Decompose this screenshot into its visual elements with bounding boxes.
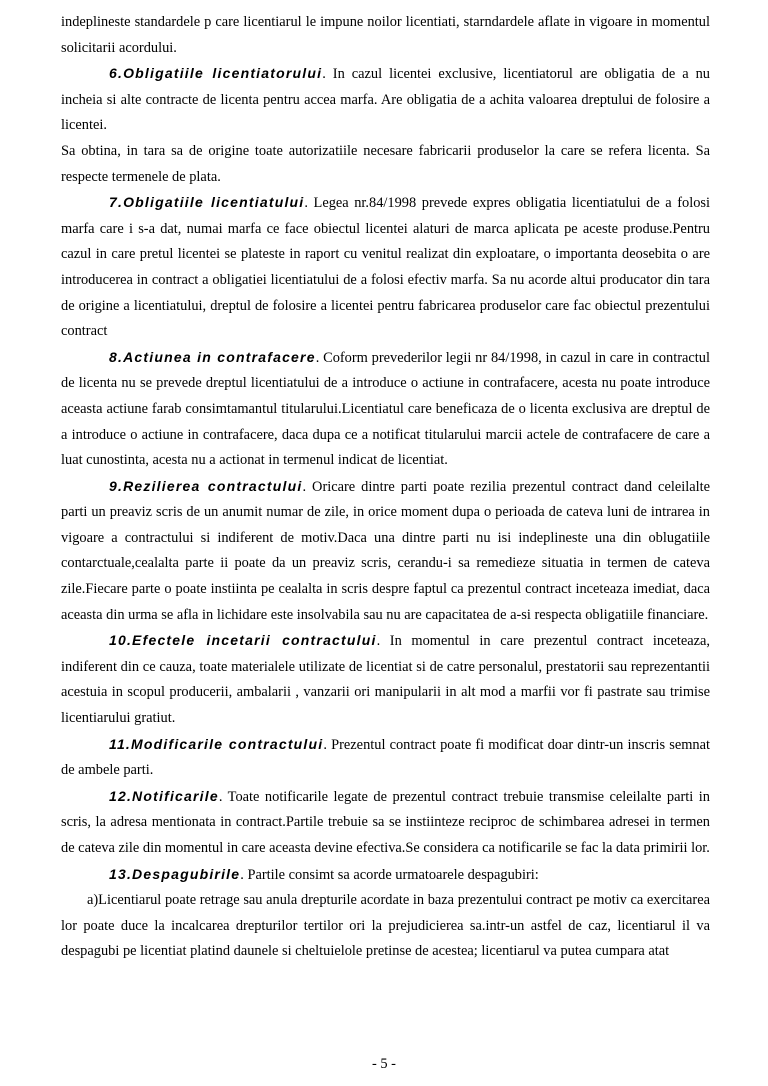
paragraph-text: . In cazul licentei exclusive, licentiatorul are obligatia de a nu incheia si alte contracte de licenta pentru accea marfa. Are obligatia de a achita valoarea dreptului de folosire a licentei. [61,66,711,134]
section-9 [61,474,710,629]
section-heading: 13.Despagubirile [109,865,241,882]
section-6 [61,61,710,139]
section-heading: 6.Obligatiile licentiatorului [109,65,323,82]
section-heading: 12.Notificarile [109,787,219,804]
paragraph-text: . Coform prevederilor legii nr 84/1998, in cazul in care in contractul de licenta nu se prevede dreptul licentiatului de a introduce o actiune in contrafacere, acesta nu poate introduce aceasta actiune farab consimtamantul titularului.Licentiatul care beneficaza de o licenta exclusiva are dreptul de a introduce o actiune in contrafacere, daca dupa ce a notificat titularului marcii actele de contrafacere de care a luat cunostinta, acesta nu a actionat in termenul indicat de licentiat. [61,349,710,469]
paragraph-text: Sa obtina, in tara sa de origine toate autorizatiile necesare fabricarii produselor la care se refera licenta. Sa respecte termenele de plata. [61,142,710,185]
section-heading: 9.Rezilierea contractului [109,477,303,494]
document-body [61,10,710,965]
paragraph-text: . In momentul in care prezentul contract inceteaza, indiferent din ce cauza, toate materialele utilizate de licentiat si de catre personalul, prestatorii sau reprezentantii acestuia in scopul producerii, ambalarii , vanzarii ori manipularii in alt mod a marfii vor fi pastrate sau trimise licentiarului gratiut. [61,633,711,727]
paragraph-text: a)Licentiarul poate retrage sau anula drepturile acordate in baza prezentului contract pe motiv ca exercitarea lor poate duce la incalcarea drepturilor tertilor ori la prejudicierea sa.intr-un astfel de caz, licentiarul il va despagubi pe licentiat platind daunele si cheltuielole pretinse de acestea; licentiarul va putea cumpara atat [61,892,710,960]
paragraph-text: . Oricare dintre parti poate rezilia prezentul contract dand celeilalte parti un preaviz scris de un anumit numar de zile, in orice moment dupa o perioada de cateva luni de intrarea in vigoare a contractului si indiferent de motiv.Daca una dintre parti nu isi indeplineste una din oblugatiile contarctuale,cealalta parte ii poate da un preaviz scris, cerandu-i sa remedieze situatia in termen de cateva zile.Fiecare parte o poate instiinta pe cealalta in scris despre faptul ca prezentul contract inceteaza imediat, daca aceasta din urma se afla in lichidare este insolvabila sau nu are capacitatea de a-si respecta obligatiile financiare. [61,478,710,623]
section-heading: 8.Actiunea in contrafacere [109,348,316,365]
paragraph-text: indeplineste standardele p care licentiarul le impune noilor licentiati, starndardele aflate in vigoare in momentul solicitarii acordului. [61,14,710,56]
section-11 [61,732,710,784]
page-number: - 5 - [372,1056,396,1072]
section-heading: 7.Obligatiile licentiatului [109,194,305,211]
section-8 [61,345,710,474]
paragraph-text: . Partile consimt sa acorde urmatoarele despagubiri: [240,866,539,883]
section-heading: 10.Efectele incetarii contractului [109,632,377,649]
section-heading: 11.Modificarile contractului [109,735,324,752]
paragraph-list-item [61,888,710,965]
paragraph-plain [61,139,710,190]
section-13 [61,862,710,889]
paragraph-continuation [61,10,710,61]
section-10 [61,628,710,731]
paragraph-text: . Legea nr.84/1998 prevede expres obligatia licentiatului de a folosi marfa care i s-a dat, numai marfa ce face obiectul licentei alaturi de marca aplicata pe aceste produse.Pentru cazul in care pretul licentei se plateste in raport cu venitul realizat din exploatare, o importanta deosebita o are introducerea in contract a obligatiei licentiatului de a folosi efectiv marfa. Sa nu acorde altui producator din tara de origine a licentiatului, dreptul de folosire a licentei pentru fabricarea produselor care fac obiectul prezentului contract [61,195,710,340]
paragraph-text: . Toate notificarile legate de prezentul contract trebuie transmise celeilalte parti in scris, la adresa mentionata in contract.Partile trebuie sa se instiinteze reciproc de schimbarea adresei in termen de cateva zile din momentul in care aceasta devine efectiva.Se considera ca notificarile se fac la data primirii lor. [61,788,710,856]
paragraph-text: . Prezentul contract poate fi modificat doar dintr-un inscris semnat de ambele parti. [61,736,710,779]
section-12 [61,784,710,862]
section-7 [61,190,710,345]
